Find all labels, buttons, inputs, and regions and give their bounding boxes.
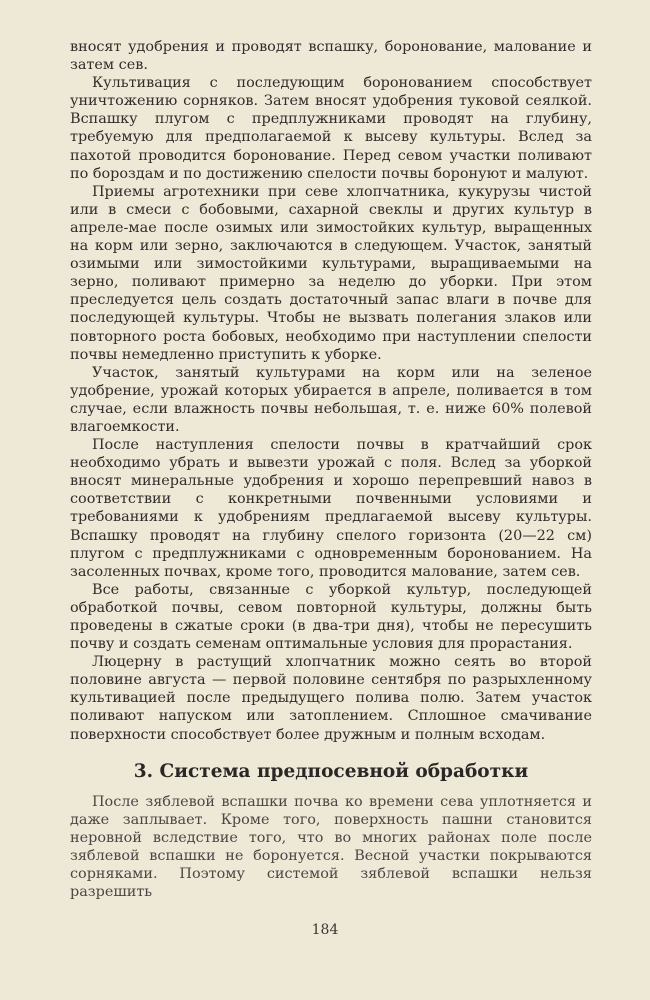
paragraph: После наступления спелости почвы в кратчайший срок необходимо убрать и вывезти урожай с поля. Вслед за уборкой вносят минеральные удобрения и хорошо перепревший навоз в соответствии с конкретными почвенными условиями и требованиями к удобрениям предлагаемой высеву культуры. Вспашку проводят на глубину спелого горизонта (20—22 см) плугом с предплужниками с одновременным боронованием. На засоленных почвах, кроме того, проводится малование, затем сев. bbox=[70, 437, 592, 580]
page-number: 184 bbox=[311, 922, 339, 938]
paragraph: Все работы, связанные с уборкой культур, последующей обработкой почвы, севом повторной культуры, должны быть проведены в сжатые сроки (в два-три дня), чтобы не пересушить почву и создать семенам оптимальные условия для прорастания. bbox=[70, 581, 592, 653]
paragraph: Культивация с последующим боронованием способствует уничтожению сорняков. Затем вносят удобрения туковой сеялкой. Вспашку плугом с предплужниками проводят на глубину, требуемую для предполагаемой к высеву культуры. Вслед за пахотой проводится боронование. Перед севом участки поливают по бороздам и по достижению спелости почвы боронуют и малуют. bbox=[70, 75, 592, 182]
paragraph: Участок, занятый культурами на корм или на зеленое удобрение, урожай которых убирается в апреле, поливается в том случае, если влажность почвы небольшая, т. е. ниже 60% полевой влагоемкости. bbox=[70, 364, 592, 435]
paragraph: После зяблевой вспашки почва ко времени сева уплотняется и даже заплывает. Кроме того, поверхность пашни становится неровной вследствие того, что во многих районах поле после зяблевой вспашки не боронуется. Весной участки покрываются сорняками. Поэтому системой зяблевой вспашки нельзя разрешить bbox=[70, 793, 592, 901]
paragraph: Приемы агротехники при севе хлопчатника, кукурузы чистой или в смеси с бобовыми, сахарной свеклы и других культур в апреле-мае после озимых или зимостойких культур, выращенных на корм или зерно, заключаются в следующем. Участок, занятый озимыми или зимостойкими культурами, выращиваемыми на зерно, поливают примерно за неделю до уборки. При этом преследуется цель создать достаточный запас влаги в почве для последующей культуры. Чтобы не вызвать полегания злаков или повторного роста бобовых, необходимо при наступлении спелости почвы немедленно приступить к уборке. bbox=[70, 183, 592, 363]
section-heading: 3. Система предпосевной обработки bbox=[133, 760, 529, 782]
paragraph: Люцерну в растущий хлопчатник можно сеять во второй половине августа — первой половине сентября по разрыхленному культивацией после предыдущего полива полю. Затем участок поливают напуском или затоплением. Сплошное смачивание поверхности способствует более дружным и полным всходам. bbox=[70, 654, 592, 743]
paragraph: вносят удобрения и проводят вспашку, боронование, малование и затем сев. bbox=[70, 39, 592, 74]
